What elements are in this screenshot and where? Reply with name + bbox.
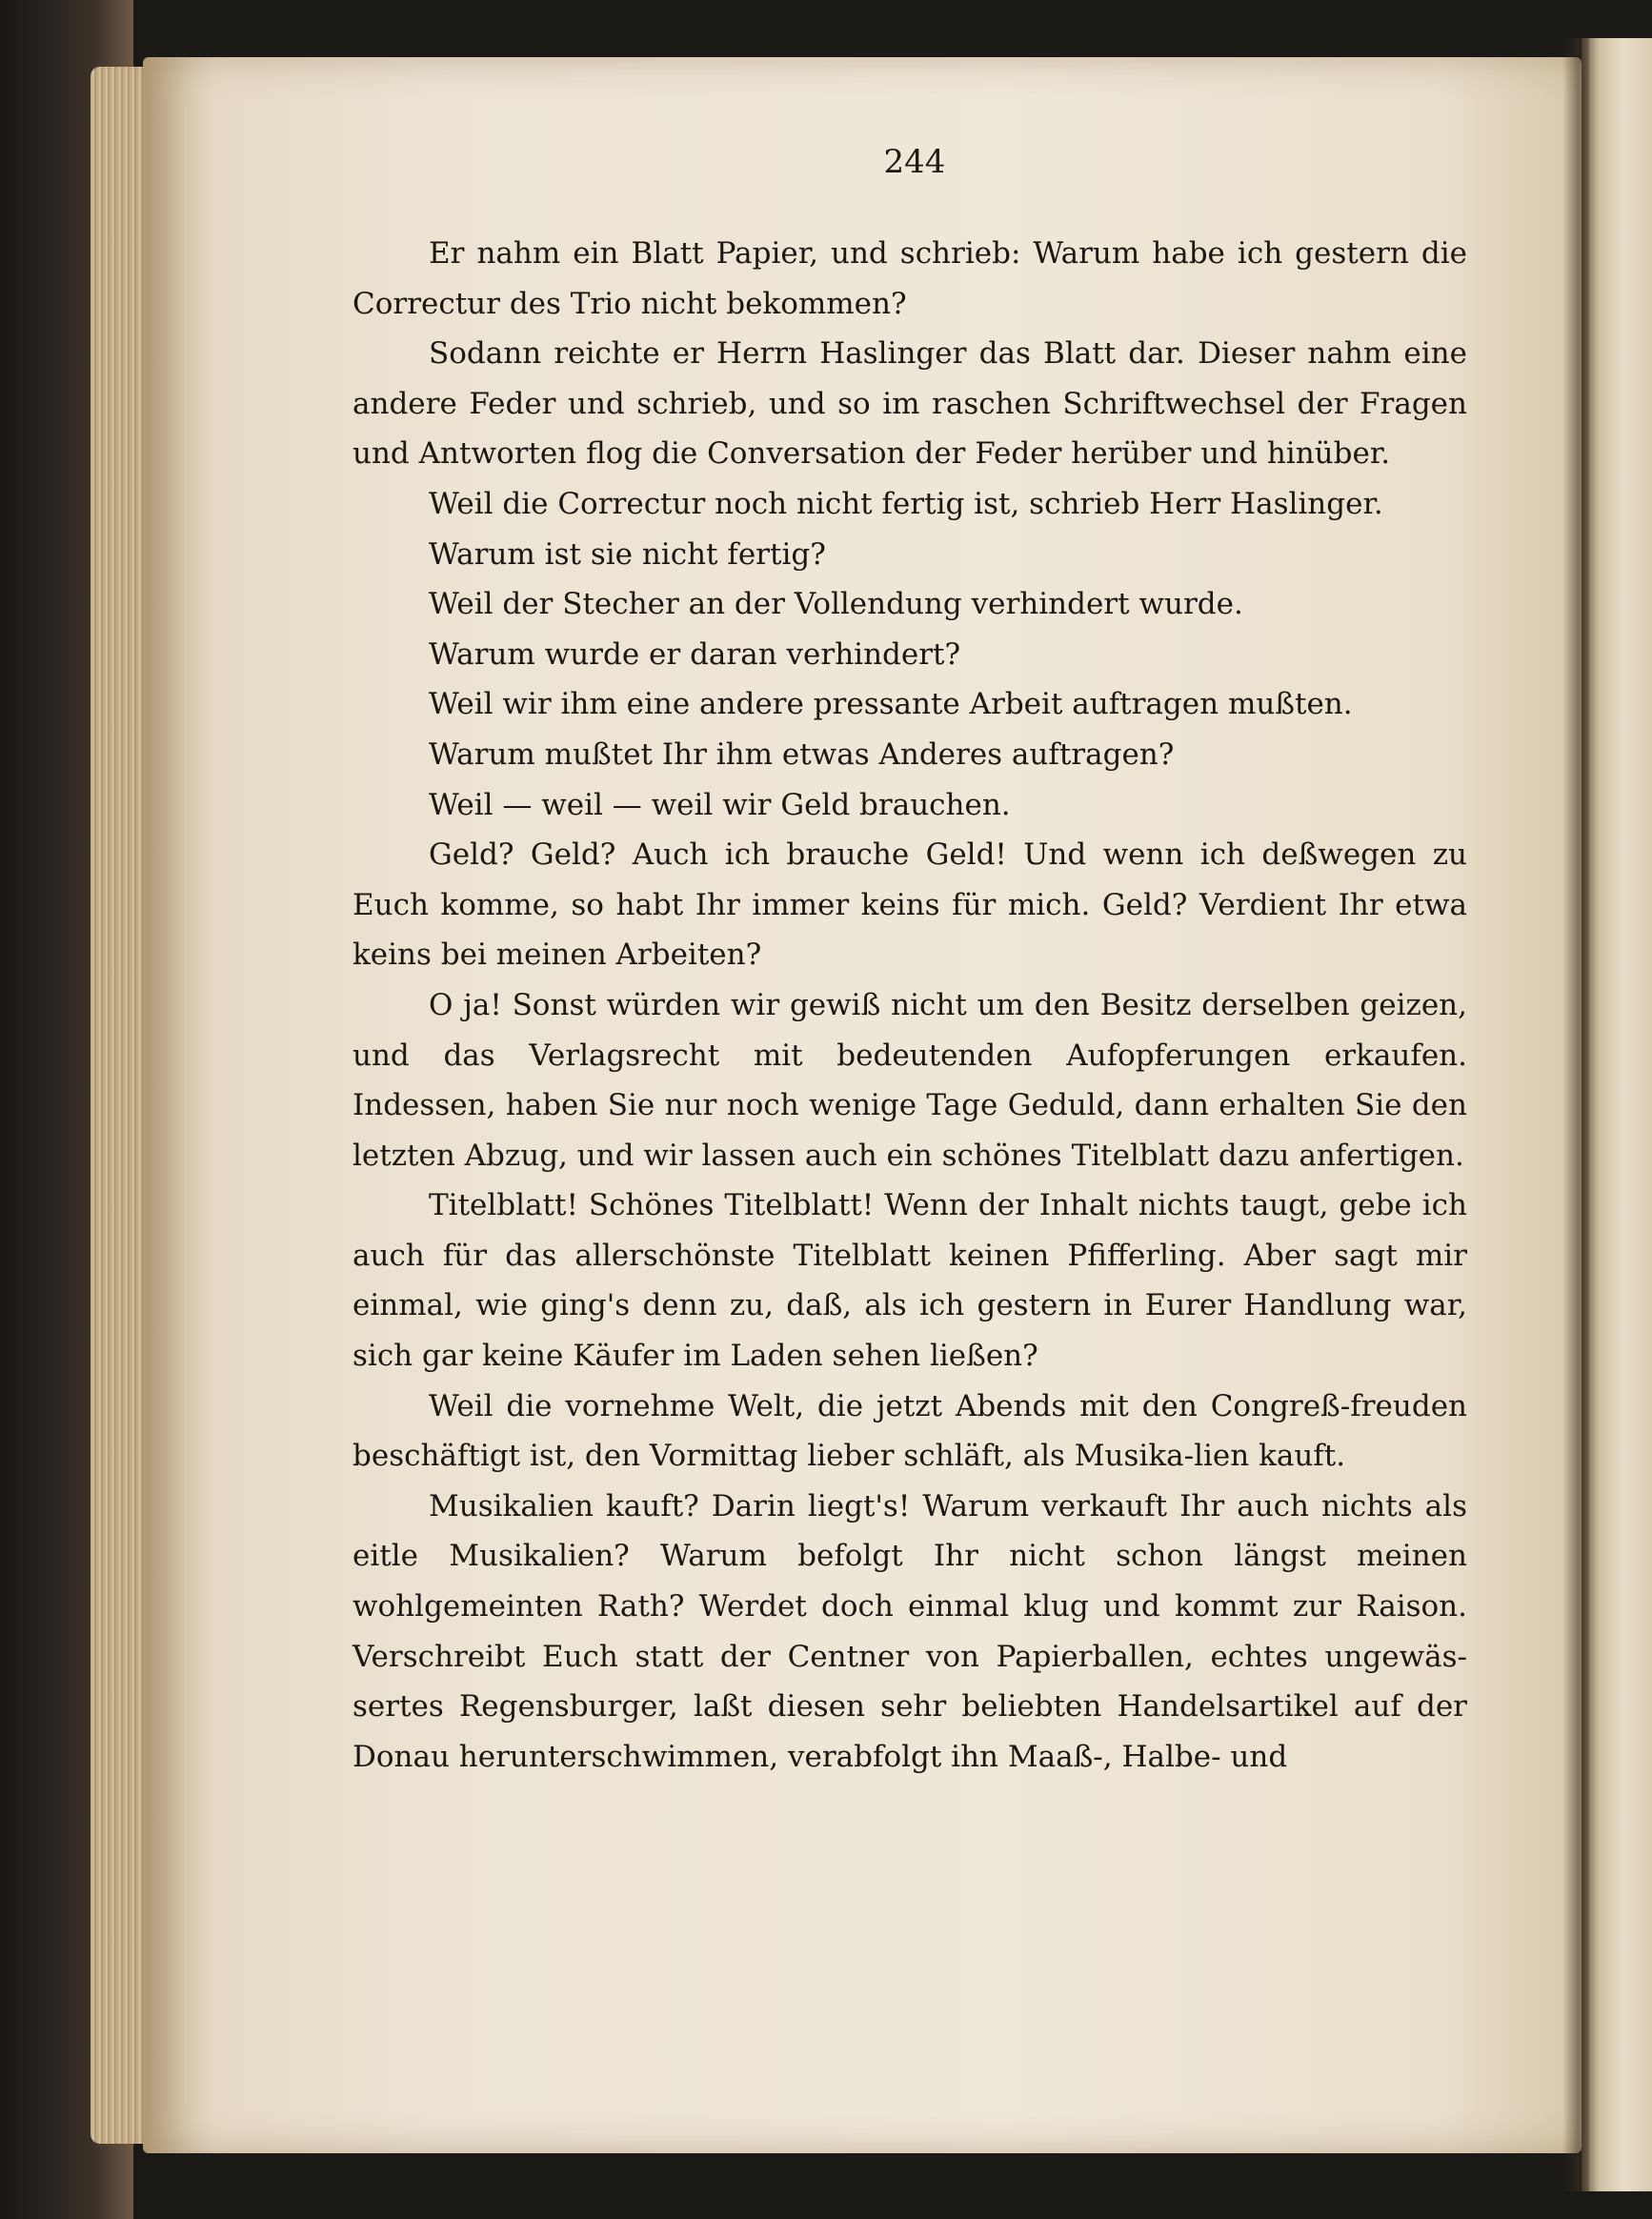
paragraph: Warum mußtet Ihr ihm etwas Anderes auftragen? <box>429 736 1175 772</box>
facing-page-edge <box>1581 38 1652 2191</box>
paragraph: Er nahm ein Blatt Papier, und schrieb: Warum habe ich gestern die Correctur des Trio nicht bekommen? <box>353 236 1467 321</box>
paragraph: O ja! Sonst würden wir gewiß nicht um den Besitz derselben geizen, und das Verlagsrecht mit bedeutenden Aufopferungen erkaufen. Indessen, haben Sie nur noch wenige Tage Geduld, dann erhalten Sie den letzten Abzug, und wir lassen auch ein schönes Titelblatt dazu anfertigen. <box>353 987 1467 1173</box>
paragraph: Weil der Stecher an der Vollendung verhindert wurde. <box>429 587 1243 622</box>
page-number: 244 <box>883 143 946 181</box>
paragraph: Musikalien kauft? Darin liegt's! Warum verkauft Ihr auch nichts als eitle Musikalien? Warum befolgt Ihr nicht schon längst meinen wohlgemeinten Rath? Werdet doch einmal klug und kommt zur Raison. Verschreibt Euch statt der Centner von Papierballen, echtes ungewäs-sertes Regensburger, laßt diesen sehr beliebten Handelsartikel auf der Donau herunterschwimmen, verabfolgt ihn Maaß-, Halbe- und <box>353 1488 1467 1774</box>
paragraph: Warum ist sie nicht fertig? <box>429 536 826 572</box>
paragraph: Warum wurde er daran verhindert? <box>429 636 961 672</box>
paragraph: Geld? Geld? Auch ich brauche Geld! Und wenn ich deßwegen zu Euch komme, so habt Ihr immer keins für mich. Geld? Verdient Ihr etwa keins bei meinen Arbeiten? <box>353 837 1467 973</box>
book-gutter <box>1562 38 1589 2191</box>
paragraph: Weil wir ihm eine andere pressante Arbeit auftragen mußten. <box>429 687 1353 722</box>
paragraph: Weil die Correctur noch nicht fertig ist, schrieb Herr Haslinger. <box>429 486 1383 521</box>
paragraph: Weil — weil — weil wir Geld brauchen. <box>429 787 1011 822</box>
page-text <box>353 229 1467 1782</box>
paragraph: Weil die vornehme Welt, die jetzt Abends mit den Congreß-freuden beschäftigt ist, den Vormittag lieber schläft, als Musika-lien kauft. <box>353 1388 1467 1474</box>
paragraph: Sodann reichte er Herrn Haslinger das Blatt dar. Dieser nahm eine andere Feder und schrieb, und so im raschen Schriftwechsel der Fragen und Antworten flog die Conversation der Feder herüber und hinüber. <box>353 336 1467 472</box>
paragraph: Titelblatt! Schönes Titelblatt! Wenn der Inhalt nichts taugt, gebe ich auch für das allerschönste Titelblatt keinen Pfifferling. Aber sagt mir einmal, wie ging's denn zu, daß, als ich gestern in Eurer Handlung war, sich gar keine Käufer im Laden sehen ließen? <box>353 1188 1467 1374</box>
